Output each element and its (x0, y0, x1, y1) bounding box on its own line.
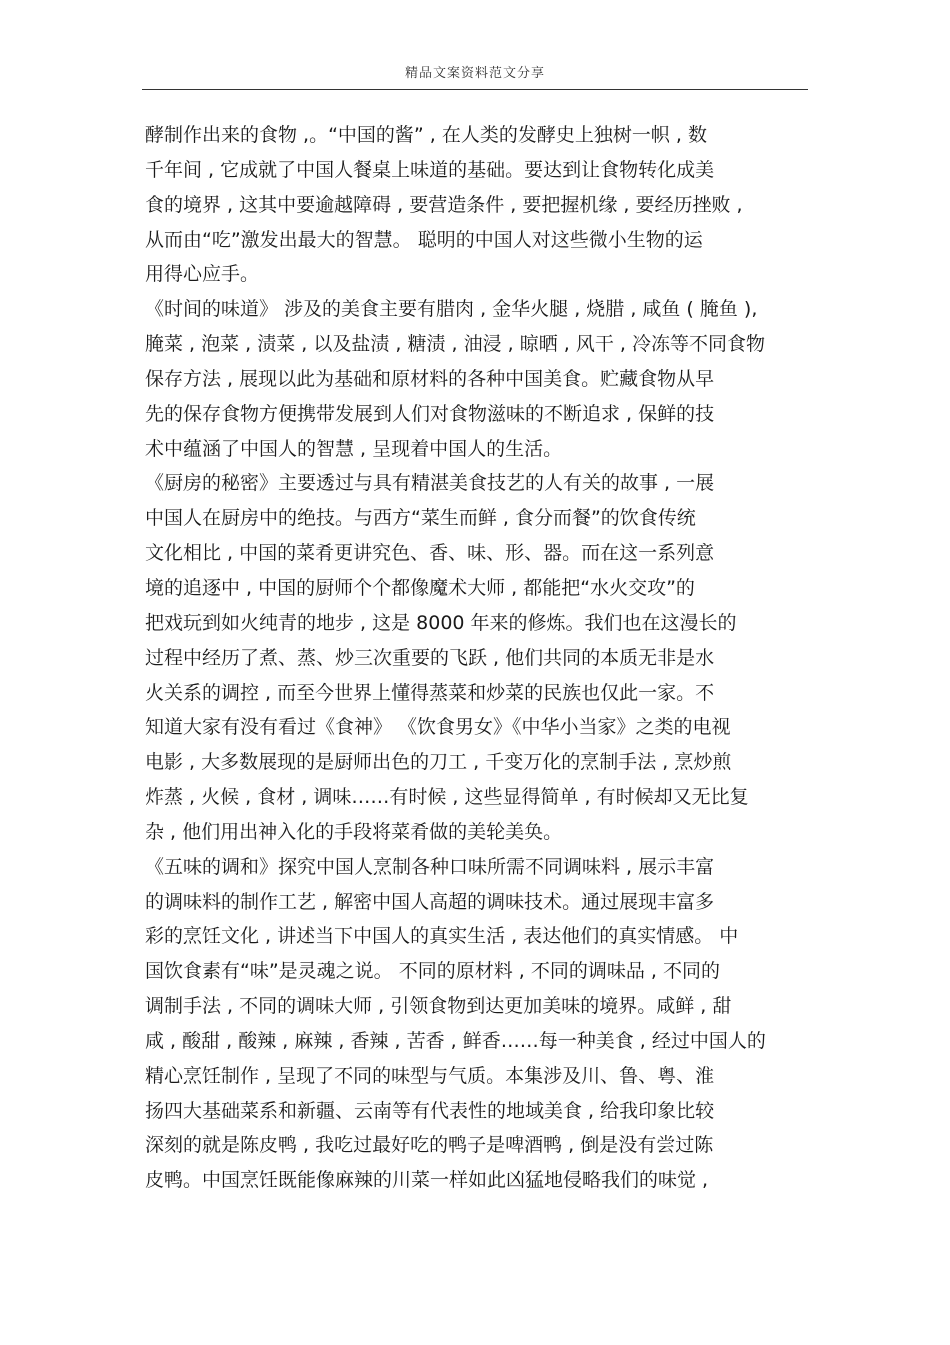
text-line: 把戏玩到如火纯青的地步 , 这是 8000 年来的修炼。我们也在这漫长的 (145, 611, 737, 634)
text-line: 从而由“吃”激发出最大的智慧。 聪明的中国人对这些微小生物的运 (145, 228, 703, 251)
page-header: 精品文案资料范文分享 (404, 66, 545, 81)
text-line: 腌菜 , 泡菜 , 渍菜 , 以及盐渍 , 糖渍 , 油浸 , 晾晒 , 风干 , 冷冻等不同食物 (145, 333, 765, 356)
text-line: 先的保存食物方便携带发展到人们对食物滋味的不断追求 , 保鲜的技 (145, 402, 715, 425)
text-line: 过程中经历了煮、蒸、炒三次重要的飞跃 , 他们共同的本质无非是水 (145, 646, 715, 669)
document-body (145, 118, 809, 1198)
text-line: 调制手法 , 不同的调味大师 , 引领食物到达更加美味的境界。咸鲜 , 甜 (145, 995, 732, 1018)
text-line: 杂 , 他们用出神入化的手段将菜肴做的美轮美奂。 (145, 820, 563, 843)
text-line: 国饮食素有“味”是灵魂之说。 不同的原材料 , 不同的调味品 , 不同的 (145, 960, 720, 983)
text-line: 《五味的调和》探究中国人烹制各种口味所需不同调味料 , 展示丰富 (145, 855, 715, 878)
text-line: 《时间的味道》 涉及的美食主要有腊肉 , 金华火腿 , 烧腊 , 咸鱼 ( 腌鱼 ), (145, 298, 758, 321)
text-line: 精心烹饪制作 , 呈现了不同的味型与气质。本集涉及川、鲁、粤、淮 (145, 1064, 715, 1087)
text-line: 咸 , 酸甜 , 酸辣 , 麻辣 , 香辣 , 苦香 , 鲜香……每一种美食 , 经过中国人的 (145, 1029, 766, 1052)
text-line: 中国人在厨房中的绝技。与西方“菜生而鲜 , 食分而餐”的饮食传统 (145, 507, 696, 530)
text-line: 火关系的调控 , 而至今世界上懂得蒸菜和炒菜的民族也仅此一家。不 (145, 681, 715, 704)
text-line: 皮鸭。中国烹饪既能像麻辣的川菜一样如此凶猛地侵略我们的味觉 , (145, 1169, 709, 1192)
text-line: 用得心应手。 (145, 263, 260, 286)
text-line: 电影 , 大多数展现的是厨师出色的刀工 , 千变万化的烹制手法 , 烹炒煎 (145, 751, 732, 774)
text-line: 保存方法 , 展现以此为基础和原材料的各种中国美食。贮藏食物从早 (145, 367, 715, 390)
text-line: 知道大家有没有看过《食神》 《饮食男女》《中华小当家》之类的电视 (145, 716, 731, 739)
text-line: 食的境界 , 这其中要逾越障碍 , 要营造条件 , 要把握机缘 , 要经历挫败 , (145, 193, 743, 216)
text-line: 千年间 , 它成就了中国人餐桌上味道的基础。要达到让食物转化成美 (145, 158, 715, 181)
text-line: 术中蕴涵了中国人的智慧 , 呈现着中国人的生活。 (145, 437, 563, 460)
header-divider (142, 89, 808, 90)
text-line: 的调味料的制作工艺 , 解密中国人高超的调味技术。通过展现丰富多 (145, 890, 715, 913)
text-line: 《厨房的秘密》主要透过与具有精湛美食技艺的人有关的故事 , 一展 (145, 472, 715, 495)
text-line: 文化相比 , 中国的菜肴更讲究色、香、味、形、器。而在这一系列意 (145, 542, 715, 565)
text-line: 彩的烹饪文化 , 讲述当下中国人的真实生活 , 表达他们的真实情感。 中 (145, 925, 739, 948)
text-line: 扬四大基础菜系和新疆、云南等有代表性的地域美食 , 给我印象比较 (145, 1099, 715, 1122)
text-line: 深刻的就是陈皮鸭 , 我吃过最好吃的鸭子是啤酒鸭 , 倒是没有尝过陈 (145, 1134, 714, 1157)
text-line: 酵制作出来的食物 ,。“中国的酱” , 在人类的发酵史上独树一帜 , 数 (145, 124, 708, 146)
text-line: 境的追逐中 , 中国的厨师个个都像魔术大师 , 都能把“水火交攻”的 (145, 576, 695, 599)
text-line: 炸蒸 , 火候 , 食材 , 调味……有时候 , 这些显得简单 , 有时候却又无比复 (145, 786, 749, 809)
